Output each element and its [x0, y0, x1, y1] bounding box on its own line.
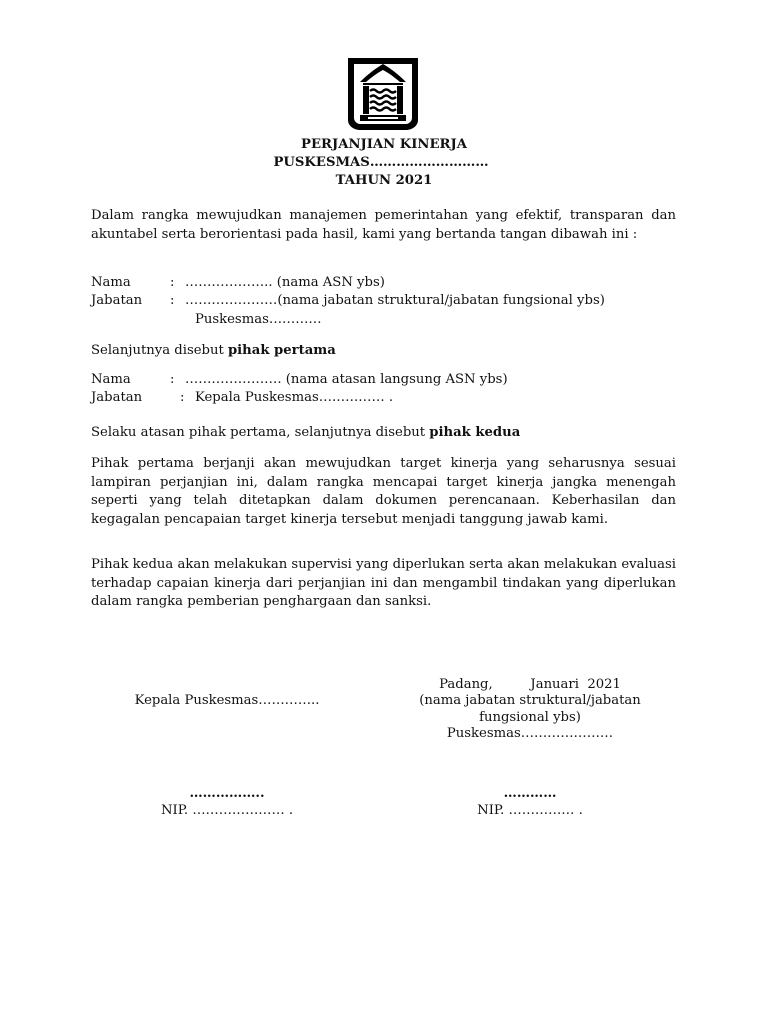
party2-statement-text: Selaku atasan pihak pertama, selanjutnya disebut [91, 425, 430, 440]
intro-paragraph: Dalam rangka mewujudkan manajemen pemerintahan yang efektif, transparan dan akuntabel serta berorientasi pada hasil, kami yang bertanda tangan dibawah ini : [91, 208, 676, 242]
party1-statement-text: Selanjutnya disebut [91, 343, 228, 358]
party1-statement [91, 342, 336, 360]
party1-name-colon: : [170, 275, 175, 290]
party1-name-label: Nama [91, 275, 131, 290]
document-subtitle: PUSKESMAS……………………… [273, 155, 489, 170]
party1-name-value: ……………….. (nama ASN ybs) [185, 275, 385, 290]
signature-left-nip: NIP. ………………… . [160, 803, 294, 818]
city-emblem-logo [346, 56, 420, 134]
signature-left-name: …………….. [189, 786, 265, 801]
party2-position-value: Kepala Puskesmas…………… . [195, 390, 394, 405]
party2-statement-bold: pihak kedua [429, 425, 521, 440]
supervision-paragraph: Pihak kedua akan melakukan supervisi yang diperlukan serta akan melakukan evaluasi terhadap capaian kinerja dari perjanjian ini dan mengambil tindakan yang diperlukan dalam rangka pemberian penghargaan dan sanksi. [91, 557, 676, 609]
party2-name-label: Nama [91, 372, 131, 387]
signature-place-date: Padang, Januari 2021 [439, 677, 621, 692]
party1-puskesmas: Puskesmas………… [195, 312, 322, 327]
document-year: TAHUN 2021 [335, 173, 433, 188]
party2-name-value: …………………. (nama atasan langsung ASN ybs) [185, 372, 508, 387]
signature-right-nip: NIP. …………… . [477, 803, 583, 818]
signature-right-title-line3: Puskesmas………………… [446, 726, 614, 741]
party1-position-value: …………………(nama jabatan struktural/jabatan fungsional ybs) [185, 293, 605, 308]
signature-right-title-line2: fungsional ybs) [479, 710, 581, 725]
party2-position-label: Jabatan [91, 390, 143, 405]
signature-right-title-line1: (nama jabatan struktural/jabatan [419, 693, 641, 708]
document-title: PERJANJIAN KINERJA [301, 137, 467, 152]
party2-name-colon: : [170, 372, 175, 387]
party1-position-colon: : [170, 293, 175, 308]
party1-statement-bold: pihak pertama [227, 343, 336, 358]
party1-position-label: Jabatan [91, 293, 143, 308]
party2-position-colon: : [180, 390, 185, 405]
signature-left-title: Kepala Puskesmas………….. [134, 693, 320, 708]
party2-statement [91, 424, 520, 442]
signature-right-name: ………… [503, 786, 557, 801]
commitment-paragraph: Pihak pertama berjanji akan mewujudkan target kinerja yang seharusnya sesuai lampiran perjanjian ini, dalam rangka mencapai target kinerja jangka menengah seperti yang telah ditetapkan dalam dokumen perencanaan. Keberhasilan dan kegagalan pencapaian target kinerja tersebut menjadi tanggung jawab kami. [91, 456, 676, 527]
